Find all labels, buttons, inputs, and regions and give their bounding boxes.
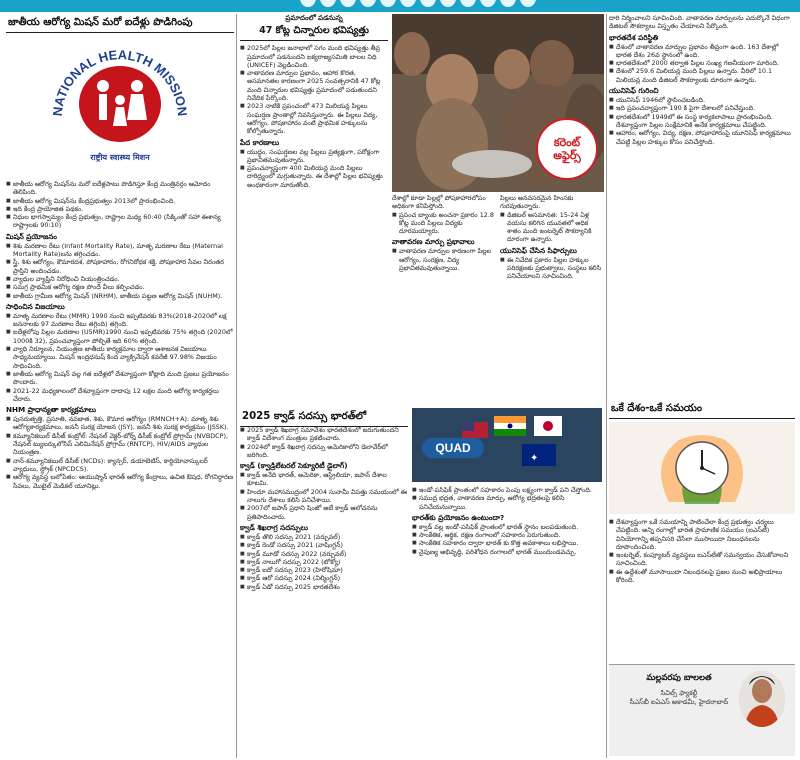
list-item: ■ భారతదేశంలో 1949లో ఈ సంస్థ కార్యకలాపాలు ప్రారంభించింది. దేశవ్యాప్తంగా పిల్లల సంక్షేమానికి అనేక కార్యక్రమాలు చేపట్టింది. bbox=[609, 113, 795, 130]
clock-image bbox=[609, 422, 795, 514]
quad-flags-image bbox=[412, 408, 602, 482]
list-item: ■ 2023 నాటికి ప్రపంచంలో 473 మిలియన్ల పిల్లలు సంఘర్షణ ప్రాంతాల్లో నివసిస్తున్నారు. ఈ పిల్లలు విద్య, ఆరోగ్యం, పోషకాహారం వంటి ప్రాథమిక హక్కులను కోల్పోతున్నారు. bbox=[240, 102, 388, 135]
list-item: ■ వాతావరణ మార్పుల ప్రభావం, ఆహార కొరత, అసమానతల కారణంగా 2025 సంవత్సరానికి 47 కోట్ల మంది చిన్నారుల భవిష్యత్తు ప్రమాదంలో పడుతుందని నివేదిక పేర్కొంది. bbox=[240, 69, 388, 102]
section-title: క్వాడ్ శిఖరాగ్ర సదస్సులు bbox=[240, 522, 308, 532]
list-item: ■ డిజిటల్ అసమానత: 15-24 ఏళ్ల వయసు కలిగిన యువతలో అధిక శాతం మంది ఇంటర్నెట్ సౌకర్యానికి దూరంగా ఉన్నారు. bbox=[500, 211, 604, 244]
list-item: ■ క్వాడ్ వల్ల ఇండో-పసిఫిక్ ప్రాంతంలో భారత్ స్థానం బలపడుతుంది. bbox=[412, 523, 604, 531]
section-title: భారతదేశ పరిస్థితి bbox=[609, 32, 659, 42]
list-item: ■ సమగ్ర ప్రాథమిక ఆరోగ్య రక్షణ పొందే వీలు కల్పించడం. bbox=[6, 283, 234, 291]
list-item: ■ ఇది ప్రపంచవ్యాప్తంగా 190 కి పైగా దేశాలలో పనిచేస్తుంది. bbox=[609, 104, 795, 112]
list-item: ■ ఆరోగ్య వ్యవస్థ బలోపేతం: ఆయుష్మాన్ భారత్ ఆరోగ్య కేంద్రాలు, ఉచిత ఔషధ, రోగనిర్ధారణ సేవలు, మొబైల్ మెడికల్ యూనిట్లు. bbox=[6, 473, 234, 490]
svg-text:NATIONAL HEALTH MISSION: NATIONAL HEALTH MISSION bbox=[49, 47, 191, 117]
svg-text:✦: ✦ bbox=[530, 453, 539, 464]
list-item: ■ స్త్రీ, శిశు ఆరోగ్యం, కౌమారదశ, పోషకాహారం, రోగనిరోధక శక్తి, పోషకాహార సేవల నిరంతర ప్రాప్తిని అందించడం. bbox=[6, 258, 234, 275]
list-item: ■ క్వాడ్ ఏడో సదస్సు 2025 భారతదేశం bbox=[240, 583, 408, 591]
logo-red-circle bbox=[79, 66, 161, 142]
article-heading: జాతీయ ఆరోగ్య మిషన్ మరో ఐదేళ్లు పొడిగింపు bbox=[6, 14, 234, 33]
list-item: ■ 2025 క్వాడ్ శిఖరాగ్ర సమావేశం భారతదేశంలో జరుగుతుందని క్వాడ్ విదేశాంగ మంత్రుల ప్రకటించారు. bbox=[240, 426, 408, 443]
section-title: యునిసెఫ్ గురించి bbox=[609, 86, 659, 96]
list-item: ■ 2025లో పిల్లల జనాభాలో సగం మంది భవిష్యత్తు తీవ్ర ప్రమాదంలో పడనుందని ఐక్యరాజ్యసమితి బాలల నిధి (UNICEF) వెల్లడించింది. bbox=[240, 44, 388, 69]
nhm-logo bbox=[45, 36, 195, 176]
children-photo bbox=[392, 14, 604, 192]
avatar bbox=[739, 671, 785, 727]
list-item: ■ యునిసెఫ్ 1946లో స్థాపించబడింది. bbox=[609, 96, 795, 104]
quad-logo-label: QUAD bbox=[422, 438, 484, 458]
list-item: ■ సాంకేతిక, ఆర్థిక, రక్షణ రంగాలలో సహకారం పెరుగుతుంది. bbox=[412, 531, 604, 539]
quad-article bbox=[240, 408, 604, 758]
list-item: ■ దేశంలో 259.6 మిలియన్ల మంది పిల్లలు ఉన్నారు. వీరిలో 10.1 మిలియన్ల మంది డిజిటల్ సౌకర్యాలకు దూరంగా ఉన్నారు. bbox=[609, 67, 795, 84]
list-item: ■ శిశు మరణాల రేటు (Infant Mortality Rate), మాతృ మరణాల రేటు (Maternal Mortality Rate)లను తగ్గించడం. bbox=[6, 242, 234, 259]
paragraph: దేశాల్లో కూడా పిల్లల్లో పోషకాహారలోపం అధికంగా కనిపిస్తోంది. bbox=[392, 194, 486, 211]
section-title: మిషన్ ప్రయోజనం bbox=[6, 231, 57, 241]
author-role-line: సీఎస్‌బీ ఐఏఎస్ అకాడమీ, హైదరాబాద్ bbox=[629, 698, 729, 706]
list-item: ■ వాతావరణ మార్పుల కారణంగా పిల్లల ఆరోగ్యం, సంరక్షణ, విద్య ప్రభావితమవుతున్నాయి. bbox=[392, 247, 496, 272]
section-title: వాతావరణ మార్పు ప్రభావాలు bbox=[392, 237, 475, 247]
list-item: ■ నిధుల భాగస్వామ్యం కేంద్ర ప్రభుత్వం, రాష్ట్రాల మధ్య 60:40 (సిక్కింతో సహా ఈశాన్య రాష్ట్రాలకు 90:10) bbox=[6, 213, 234, 230]
section-title: భారత్‌కు ప్రయోజనం ఉంటుందా? bbox=[412, 512, 505, 522]
list-item: ■ సముద్ర భద్రత, వాతావరణ మార్పు, ఆరోగ్య భద్రతలపై కలిసి పనిచేయనున్నాయి. bbox=[412, 494, 604, 511]
list-item: ■ క్వాడ్ అనేది భారత్, అమెరికా, ఆస్ట్రేలియా, జపాన్ దేశాల కూటమి. bbox=[240, 471, 408, 488]
article-kicker: ప్రమాదంలో పడనున్న bbox=[285, 14, 343, 22]
list-item: ■ జాతీయ గ్రామీణ ఆరోగ్య మిషన్ (NRHM), జాతీయ పట్టణ ఆరోగ్య మిషన్ (NUHM). bbox=[6, 292, 234, 300]
list-item: ■ సాంకేతిక సహకారం ద్వారా భారత్ కు కొత్త అవకాశాలు లభిస్తాయి. bbox=[412, 539, 604, 547]
list-item: ■ వ్యాధి నిర్మూలన, నియంత్రణ జాతీయ కార్యక్రమాల ద్వారా ఆశాజనక విజయాలు సాధ్యమయ్యాయి. మిషన్ ఇంద్రధనుష్ కింద వ్యాక్సినేషన్ కవరేజీ 97.98% విజయం సాధించింది. bbox=[6, 345, 234, 370]
unicef-article-col4 bbox=[609, 14, 795, 396]
list-item: ■ హిందూ మహాసముద్రంలో 2004 సునామీ విపత్తు సమయంలో ఈ నాలుగు దేశాలు కలిసి పనిచేశాయి. bbox=[240, 488, 408, 505]
article-heading: 2025 క్వాడ్ సదస్సు భారత్‌లో bbox=[240, 408, 408, 427]
list-item: ■ నాన్-కమ్యూనికబుల్ డిసీజ్ (NCDs): క్యాన్సర్, డయాబెటిస్, కార్డియోవాస్కులర్ వ్యాధులు, స్ట్రోక్ (NPCDCS). bbox=[6, 457, 234, 474]
quad-right-column bbox=[412, 408, 604, 740]
list-item: ■ ప్రపంచ బ్యాంకు అంచనా ప్రకారం 12.8 కోట్ల మంది పిల్లలు విద్యకు దూరమయ్యారు. bbox=[392, 211, 496, 236]
section-title: పేద కారణాలు bbox=[240, 137, 280, 147]
badge-line2: అఫైర్స్ bbox=[553, 149, 581, 162]
list-item: ■ 2007లో జపాన్ ప్రధాని షింజో అబే క్వాడ్ ఆలోచనను ప్రతిపాదించారు. bbox=[240, 504, 408, 521]
list-item: ■ ఈ నివేదిక ప్రకారం పిల్లల హక్కుల పరిరక్షణకు ప్రభుత్వాలు, సంస్థలు కలిసి పనిచేయాలని సూచించింది. bbox=[500, 256, 604, 281]
list-item: ■ ప్రపంచవ్యాప్తంగా 400 మిలియన్ల మంది పిల్లలు దారిద్ర్యంలో మగ్గుతున్నారు. ఈ దేశాల్లో పిల్లల భవిష్యత్తు అంధకారంగా మారుతోంది. bbox=[240, 164, 388, 189]
article-heading: 47 కోట్ల చిన్నారుల భవిష్యత్తు bbox=[240, 22, 388, 41]
list-item: ■ జాతీయ ఆరోగ్య మిషన్ వల్ల గత ఐదేళ్లలో దేశవ్యాప్తంగా కోట్లాది మంది ప్రజలు ప్రయోజనం పొందారు. bbox=[6, 370, 234, 387]
author-photo bbox=[739, 671, 785, 727]
logo-caption: राष्ट्रीय स्वास्थ्य मिशन bbox=[90, 153, 150, 162]
list-item: ■ క్వాడ్ మూడో సదస్సు 2022 (వర్చువల్) bbox=[240, 550, 408, 558]
list-item: ■ ఇండో-పసిఫిక్ ప్రాంతంలో సహకారం పెంపు లక్ష్యంగా క్వాడ్ పని చేస్తోంది. bbox=[412, 486, 604, 494]
list-item: ■ ఆహారం, ఆరోగ్యం, విద్య, రక్షణ, పోషకాహారంపై యూనిసెఫ్ కార్యక్రమాలు చేపట్టి పిల్లల హక్కుల కోసం పనిచేస్తోంది. bbox=[609, 129, 795, 146]
unicef-continued-a bbox=[392, 194, 496, 406]
current-affairs-badge bbox=[536, 118, 598, 180]
list-item: ■ జాతీయ ఆరోగ్య మిషన్‌ను కేంద్రప్రభుత్వం 2013లో ప్రారంభించింది. bbox=[6, 197, 234, 205]
author-name: మల్లవరపు బాలలత bbox=[646, 673, 712, 683]
list-item: ■ భారతదేశంలో 2000 తర్వాత పిల్లల సంఖ్య గణనీయంగా మారింది. bbox=[609, 59, 795, 67]
article-heading: ఒకే దేశం-ఒకే సమయం bbox=[609, 400, 795, 419]
paragraph: దారి నిర్మించాలని సూచించింది. వాతావరణ మార్పులను ఎదుర్కొనే విధంగా డిజిటల్ సౌకర్యాలు విస్తృతం చేయాలని పేర్కొంది. bbox=[609, 14, 790, 31]
list-item: ■ ఇది కేంద్ర ప్రాయోజిత పథకం. bbox=[6, 205, 234, 213]
unicef-continued-b bbox=[500, 194, 604, 406]
list-item: ■ 2021-22 మధ్యకాలంలో దేశవ్యాప్తంగా దాదాపు 12 లక్షల మంది ఆరోగ్య కార్యకర్తలు చేరారు. bbox=[6, 387, 234, 404]
section-title: NHM ప్రాధాన్యతా కార్యక్రమాలు bbox=[6, 405, 96, 415]
list-item: ■ ఈ ఉద్దేశంతో మూసాయిదా నిబంధనలపై ప్రజల నుంచి అభిప్రాయాలు కోరింది. bbox=[609, 568, 795, 585]
list-item: ■ 2024లో క్వాడ్ శిఖరాగ్ర సదస్సు అమెరికాలోని డెలావేర్‌లో జరిగింది. bbox=[240, 443, 408, 460]
list-item: ■ నైపుణ్య అభివృద్ధి, పరిశోధన రంగాలలో భారత్ ముందుండవచ్చు. bbox=[412, 548, 604, 556]
author-box bbox=[609, 664, 795, 756]
section-title: సాధించిన విజయాలు bbox=[6, 301, 65, 311]
nhm-article bbox=[6, 14, 234, 758]
list-item: ■ యుద్ధం, సంఘర్షణల వల్ల పిల్లలు ప్రత్యక్షంగా, పరోక్షంగా ప్రభావితమవుతున్నారు. bbox=[240, 148, 388, 165]
list-item: ■ క్వాడ్ రెండో సదస్సు 2021 (వాషింగ్టన్) bbox=[240, 541, 408, 549]
column-divider bbox=[606, 14, 607, 758]
list-item: ■ దేశంలో వాతావరణ మార్పుల ప్రభావం తీవ్రంగా ఉంది. 163 దేశాల్లో భారత దేశం 26వ స్థానంలో ఉంది. bbox=[609, 43, 795, 60]
author-role bbox=[619, 689, 739, 707]
section-title: క్వాడ్ (క్వాడ్రిలేటరల్ సెక్యూరిటీ డైలాగ్) bbox=[240, 461, 348, 471]
list-item: ■ ఐదేళ్లలోపు పిల్లల మరణాల (U5MR)1990 నుంచి ఇప్పటివరకు 75% తగ్గింది (2020లో 1000కి 32), ప్రపంచవ్యాప్తంగా పోల్చితే ఇది 60% తగ్గింది. bbox=[6, 328, 234, 345]
column-divider bbox=[236, 14, 237, 758]
section-title: యునిసెఫ్ చేసిన సిఫార్సులు bbox=[500, 245, 577, 255]
list-item: ■ ఇంటర్నెట్, కంప్యూటర్ వ్యవస్థలు ఐఎస్‌టీతో సమన్వయం చేసుకోవాలని సూచించింది. bbox=[609, 551, 795, 568]
list-item: ■ జాతీయ ఆరోగ్య మిషన్‌ను మరో ఐదేళ్లపాటు పొడిగిస్తూ కేంద్ర మంత్రివర్గం ఆమోదం తెలిపింది. bbox=[6, 180, 234, 197]
list-item: ■ క్వాడ్ ఐదో సదస్సు 2023 (హిరోషిమా) bbox=[240, 566, 408, 574]
list-item: ■ మాతృ మరణాల రేటు (MMR) 1990 నుంచి ఇప్పటివరకు 83%(2018-2020లో లక్ష జననాలకు 97 మరణాల రేటు తగ్గింది) తగ్గింది. bbox=[6, 312, 234, 329]
quad-left-column bbox=[240, 426, 408, 758]
clock-flag-graphic bbox=[609, 422, 795, 514]
top-color-band bbox=[0, 0, 800, 12]
family-icon bbox=[79, 66, 161, 142]
paragraph: పిల్లలు అనవసరమైన హింసకు గురవుతున్నారు. bbox=[500, 194, 574, 211]
list-item: ■ పునరుత్పత్తి, ప్రసూతి, నవజాత, శిశు, కౌమార ఆరోగ్యం (RMNCH+A): మాతృ శిశు ఆరోగ్యకార్యక్రమాలు, జననీ సురక్ష యోజన (JSY), జననీ శిశు సురక్ష కార్యక్రమం (JSSK). bbox=[6, 415, 234, 432]
list-item: ■ వ్యాధుల వ్యాప్తిని నిరోధించి నియంత్రించడం. bbox=[6, 275, 234, 283]
one-nation-one-time-article bbox=[609, 400, 795, 758]
badge-line1: కరెంట్ bbox=[553, 136, 581, 149]
list-item: ■ దేశవ్యాప్తంగా ఒకే సమయాన్ని పాటించేలా కేంద్ర ప్రభుత్వం చర్యలు చేపట్టింది. అన్ని రంగాల్లో భారత ప్రామాణిక సమయం (ఐఎస్‌టీ) వినియోగాన్ని తప్పనిసరి చేసేలా ముసాయిదా నిబంధనలను రూపొందించింది. bbox=[609, 518, 795, 551]
intro-list bbox=[6, 180, 234, 230]
list-item: ■ క్వాడ్ నాలుగో సదస్సు 2022 (టోక్యో) bbox=[240, 558, 408, 566]
list-item: ■ క్వాడ్ తొలి సదస్సు 2021 (వర్చువల్) bbox=[240, 533, 408, 541]
masthead-decoration bbox=[300, 0, 560, 9]
author-role-line: సివిల్స్ ఫ్యాకల్టీ bbox=[660, 689, 698, 697]
unicef-article bbox=[240, 14, 388, 406]
list-item: ■ క్వాడ్ ఆరో సదస్సు 2024 (విల్మింగ్టన్) bbox=[240, 574, 408, 582]
list-item: ■ కమ్యూనికబుల్ డిసీజ్ కంట్రోల్: నేషనల్ వెక్టర్-బోర్న్ డిసీజ్ కంట్రోల్ ప్రోగ్రామ్ (NVBDCP), నేషనల్ ట్యుబర్కులోసిస్ ఎలిమినేషన్ ప్రోగ్రామ్ (RNTCP), HIV/AIDS వ్యాధుల నియంత్రణ. bbox=[6, 432, 234, 457]
